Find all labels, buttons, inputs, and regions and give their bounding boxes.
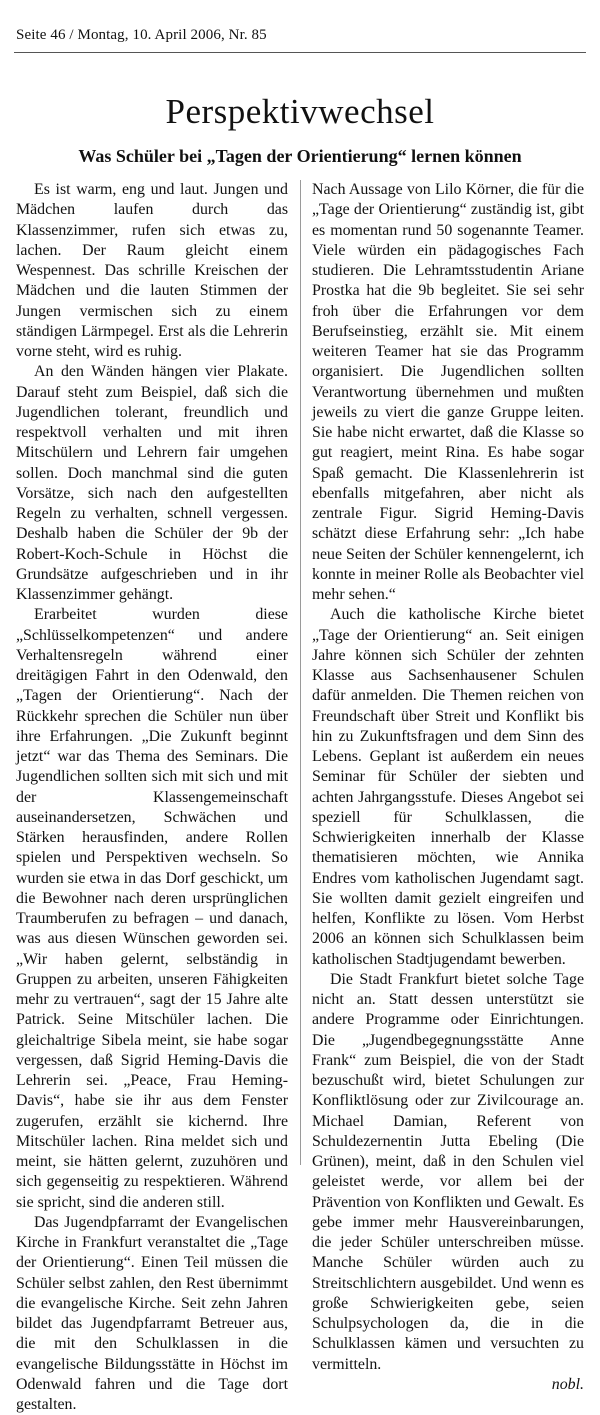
right-column: [312, 180, 584, 1393]
article-title: Perspektivwechsel: [165, 92, 435, 131]
article-body: [16, 180, 584, 1413]
paragraph: Auch die katholische Kirche bietet „Tage der Orientierung“ an. Seit einigen Jahre können sich Schüler der zehnten Klasse aus Sachsenhausener Schulen dafür anmelden. Die Themen reichen von Freundschaft über Streit und Konflikt bis hin zu Zukunftsfragen und dem Sinn des Lebens. Geplant ist außerdem ein neues Seminar für Schüler der siebten und achten Jahrgangsstufe. Dieses Angebot sei speziell für Schulklassen, die Schwierigkeiten innerhalb der Klasse thematisieren möchten, wie Annika Endres vom katholischen Jugendamt sagt. Sie wollten damit gezielt eingreifen und helfen, Konflikte zu lösen. Vom Herbst 2006 an können sich Schulklassen beim katholischen Stadtjugendamt bewerben.: [312, 606, 584, 968]
dateline: Seite 46 / Montag, 10. April 2006, Nr. 85: [16, 27, 267, 43]
paragraph: Nach Aussage von Lilo Körner, die für die „Tage der Orientierung“ zuständig ist, gibt es momentan rund 50 sogenannte Teamer. Viele würden ein pädagogisches Fach studieren. Die Lehramtsstudentin Ariane Prostka hat die 9b begleitet. Sie sei sehr froh über die Erfahrungen vor dem Berufseinstieg, erzählt sie. Mit einem weiteren Teamer hat sie das Programm organisiert. Die Jugendlichen sollten Verantwortung übernehmen und mußten jeweils zu viert die ganze Gruppe leiten. Sie habe nicht erwartet, daß die Klasse so gut reagiert, meint Rina. Es habe sogar Spaß gemacht. Die Klassenlehrerin ist ebenfalls mitgefahren, aber nicht als zentrale Figur. Sigrid Heming-Davis schätzt diese Erfahrung sehr: „Ich habe neue Seiten der Schüler kennengelernt, ich konnte in meiner Rolle als Beobachter viel mehr sehen.“: [312, 181, 584, 603]
paragraph: An den Wänden hängen vier Plakate. Darauf steht zum Beispiel, daß sich die Jugendlichen tolerant, freundlich und respektvoll verhalten und mit ihren Mitschülern und Lehrern fair umgehen sollen. Doch manchmal sind die guten Vorsätze, sich nach den aufgestellten Regeln zu verhalten, schnell vergessen. Deshalb haben die Schüler der 9b der Robert-Koch-Schule in Höchst die Grundsätze aufgeschrieben und in ihr Klassenzimmer gehängt.: [16, 363, 288, 603]
header-rule: [14, 52, 586, 53]
paragraph: Erarbeitet wurden diese „Schlüsselkompetenzen“ und andere Verhaltensregeln während einer dreitägigen Fahrt in den Odenwald, den „Tagen der Orientierung“. Nach der Rückkehr sprechen die Schüler nun über ihre Erfahrungen. „Die Zukunft beginnt jetzt“ war das Thema des Seminars. Die Jugendlichen sollten sich mit sich und mit der Klassengemeinschaft auseinandersetzen, Schwächen und Stärken herausfinden, andere Rollen spielen und Perspektiven wechseln. So wurden sie etwa in das Dorf geschickt, um die Bewohner nach deren ursprünglichen Traumberufen zu befragen – und danach, was aus diesen Wünschen geworden sei. „Wir haben gelernt, selbständig in Gruppen zu arbeiten, unseren Fähigkeiten mehr zu vertrauen“, sagt der 15 Jahre alte Patrick. Seine Mitschüler lachen. Die gleichaltrige Sibela meint, sie habe sogar vergessen, daß Sigrid Heming-Davis die Lehrerin sei. „Peace, Frau Heming-Davis“, habe sie ihr aus dem Fenster zugerufen, erzählt sie kichernd. Ihre Mitschüler lachen. Rina meldet sich und meint, sie hätten gelernt, zuzuhören und sich gegenseitig zu respektieren. Während sie spricht, sind die anderen still.: [16, 606, 288, 1211]
column-divider: [300, 180, 301, 1165]
article-subtitle: Was Schüler bei „Tagen der Orientierung“ lernen können: [78, 146, 522, 166]
left-column: [16, 180, 288, 1413]
paragraph: Das Jugendpfarramt der Evangelischen Kirche in Frankfurt veranstaltet die „Tage der Orientierung“. Einen Teil müssen die Schüler selbst zahlen, den Rest übernimmt die evangelische Kirche. Seit zehn Jahren bildet das Jugendpfarramt Betreuer aus, die mit den Schulklassen in die evangelische Bildungsstätte in Höchst im Odenwald fahren und die Tage dort gestalten.: [16, 1213, 288, 1413]
paragraph: Die Stadt Frankfurt bietet solche Tage nicht an. Statt dessen unterstützt sie andere Programme oder Einrichtungen. Die „Jugendbegegnungsstätte Anne Frank“ zum Beispiel, die von der Stadt bezuschußt wird, bietet Schulungen zur Konfliktlösung oder zur Zivilcourage an. Michael Damian, Referent von Schuldezernentin Jutta Ebeling (Die Grünen), meint, daß in den Schulen viel geleistet werde, vor allem bei der Prävention von Konflikten und Gewalt. Es gebe immer mehr Hausvereinbarungen, die jeder Schüler unterschreiben müsse. Manche Schüler würden auch zu Streitschlichtern ausgebildet. Und wenn es große Schwierigkeiten gebe, seien Schulpsychologen da, die in die Schulklassen kämen und versuchten zu vermitteln.: [312, 970, 584, 1373]
author-signature: nobl.: [551, 1375, 584, 1393]
paragraph: Es ist warm, eng und laut. Jungen und Mädchen laufen durch das Klassenzimmer, rufen sich etwas zu, lachen. Der Raum gleicht einem Wespennest. Das schrille Kreischen der Mädchen und die lauten Stimmen der Jungen vermischen sich zu einem ständigen Lärmpegel. Erst als die Lehrerin vorne steht, wird es ruhig.: [16, 181, 288, 360]
